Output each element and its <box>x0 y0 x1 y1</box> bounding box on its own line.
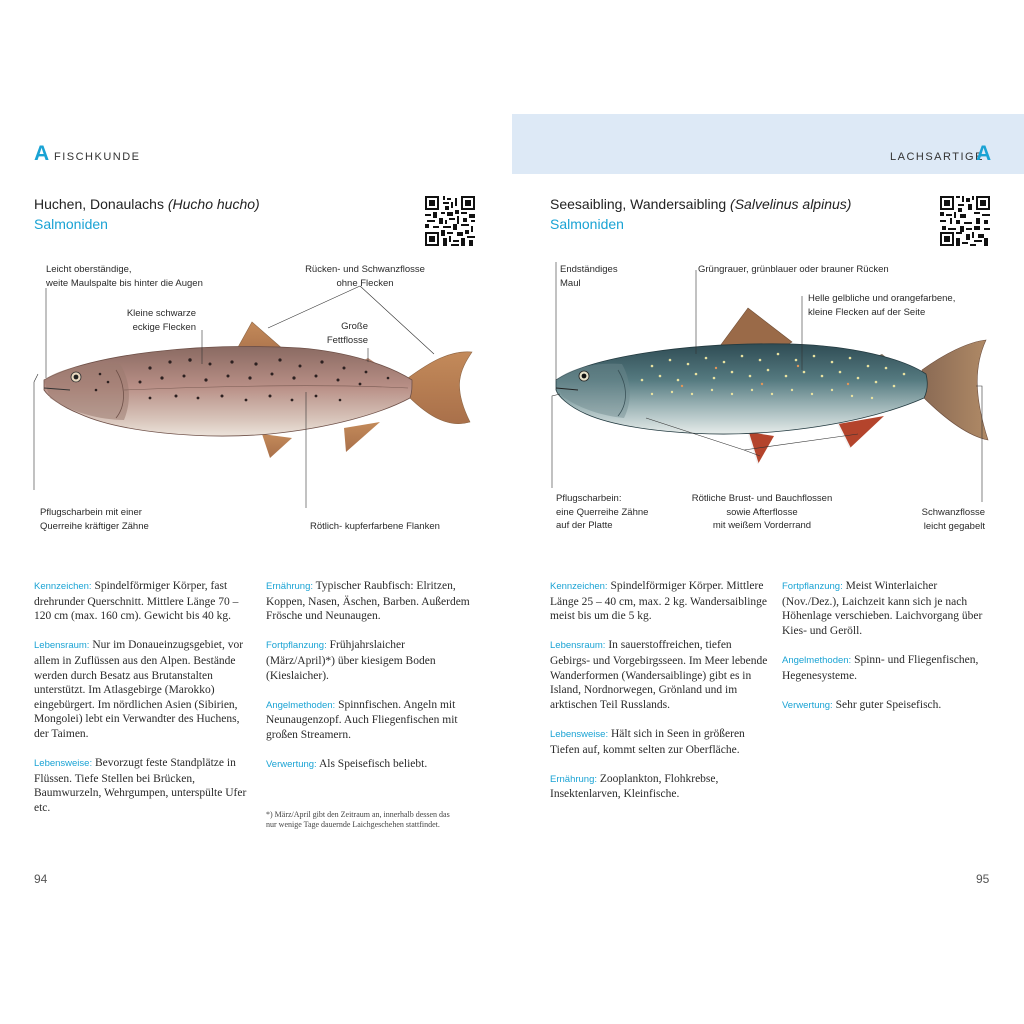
entry-kennzeichen: Kennzeichen: Spindelförmiger Körper, fast drehrunder Querschnitt. Mittlere Länge 70 – 120 cm (max. 160 cm). Gewicht bis 40 kg. <box>34 580 239 623</box>
entry-lebensraum: Lebensraum: In sauerstoffreichen, tiefen Gebirgs- und Vorgebirgsseen. Im Meer lebende Wanderformen (Wandersaiblinge) gibt es in Island, Nordnorwegen, Grönland und im arktischen Teil Russlands. <box>550 639 768 711</box>
qr-code-icon <box>940 196 990 246</box>
section-letter: A <box>34 142 50 165</box>
entry-ernaehrung: Ernährung: Typischer Raubfisch: Elritzen, Koppen, Nasen, Äschen, Barben. Außerdem Frösche und Neunaugen. <box>266 580 470 623</box>
anno-spots: Kleine schwarze eckige Flecken <box>126 308 196 333</box>
anno-back: Grüngrauer, grünblauer oder brauner Rücken <box>698 264 889 275</box>
fish-latin-name: (Salvelinus alpinus) <box>730 196 852 212</box>
entry-lebensweise: Lebensweise: Bevorzugt feste Standplätze in Flüssen. Tiefe Stellen bei Brücken, Baumwurzeln, Wehrgumpen, unterspülte Ufer etc. <box>34 757 247 814</box>
right-page <box>512 0 1024 1024</box>
anno-spots: Helle gelbliche und orangefarbene, kleine Flecken auf der Seite <box>808 293 956 318</box>
huchen-illustration <box>0 250 512 550</box>
entry-lebensweise: Lebensweise: Hält sich in Seen in größeren Tiefen auf, kommt selten zur Oberfläche. <box>550 727 745 756</box>
entry-lebensraum: Lebensraum: Nur im Donaueinzugsgebiet, vor allem in Zuflüssen aus den Alpen. Bestände werden durch Besatz aus Brutanstalten unterstützt. Im Atlasgebirge (Marokko) eingebürgert. Im nördlichen Asien (Sibirien, Mongolei) lebt ein Verwandter des Huchens, der Taimen. <box>34 639 244 740</box>
text-column-2 <box>266 579 476 787</box>
fish-group: Salmoniden <box>34 216 108 232</box>
section-letter: A <box>976 142 992 165</box>
section-name: FISCHKUNDE <box>54 151 141 163</box>
fish-common-name: Huchen, Donaulachs <box>34 196 164 212</box>
entry-fortpflanzung: Fortpflanzung: Meist Winterlaicher (Nov./Dez.), Laichzeit kann sich je nach Höhenlage verschieben. Laichvorgang über Kies- und Geröll. <box>782 580 983 637</box>
anno-fins: Rötliche Brust- und Bauchflossen sowie Afterflosse mit weißem Vorderrand <box>691 493 833 531</box>
fish-latin-name: (Hucho hucho) <box>167 196 260 212</box>
fish-common-name: Seesaibling, Wandersaibling <box>550 196 727 212</box>
anno-mouth: Endständiges Maul <box>560 264 618 289</box>
header-band <box>512 114 1024 174</box>
anno-adipose: Große Fettflosse <box>326 321 368 346</box>
entry-verwertung: Verwertung: Als Speisefisch beliebt. <box>266 758 428 771</box>
text-column-1 <box>34 579 252 830</box>
page-number: 94 <box>34 872 48 886</box>
fish-group: Salmoniden <box>550 216 624 232</box>
entry-angelmethoden: Angelmethoden: Spinnfischen. Angeln mit Neunaugenzopf. Auch Fliegenfischen mit großen Streamern. <box>266 698 458 741</box>
text-column-1 <box>550 579 768 817</box>
anno-flanks: Rötlich- kupferfarbene Flanken <box>310 521 440 532</box>
anno-mouth: Leicht oberständige, weite Maulspalte bis hinter die Augen <box>46 264 203 289</box>
footnote: *) März/April gibt den Zeitraum an, innerhalb dessen das nur wenige Tage dauernde Laichgeschehen stattfindet. <box>266 810 450 829</box>
entry-verwertung: Verwertung: Sehr guter Speisefisch. <box>782 698 942 711</box>
anno-plough: Pflugscharbein: eine Querreihe Zähne auf der Platte <box>556 493 649 531</box>
fish-title <box>550 196 851 212</box>
qr-code-icon <box>425 196 475 246</box>
text-column-2 <box>782 579 992 728</box>
entry-ernaehrung: Ernährung: Zooplankton, Flohkrebse, Insektenlarven, Kleinfische. <box>550 772 719 801</box>
seesaibling-illustration <box>512 250 1024 550</box>
anno-plough: Pflugscharbein mit einer Querreihe kräftiger Zähne <box>40 507 149 532</box>
section-name: LACHSARTIGE <box>890 151 984 163</box>
anno-fins: Rücken- und Schwanzflosse ohne Flecken <box>305 264 425 289</box>
entry-fortpflanzung: Fortpflanzung: Frühjahrslaicher (März/April)*) über kiesigem Boden (Kieslaicher). <box>266 639 436 682</box>
entry-angelmethoden: Angelmethoden: Spinn- und Fliegenfischen, Hegenesysteme. <box>782 653 979 682</box>
anno-tail: Schwanzflosse leicht gegabelt <box>921 507 985 532</box>
page-number: 95 <box>976 872 990 886</box>
entry-kennzeichen: Kennzeichen: Spindelförmiger Körper. Mittlere Länge 25 – 40 cm, max. 2 kg. Wandersaiblinge meist bis um die 5 kg. <box>550 580 767 623</box>
fish-title <box>34 196 260 212</box>
